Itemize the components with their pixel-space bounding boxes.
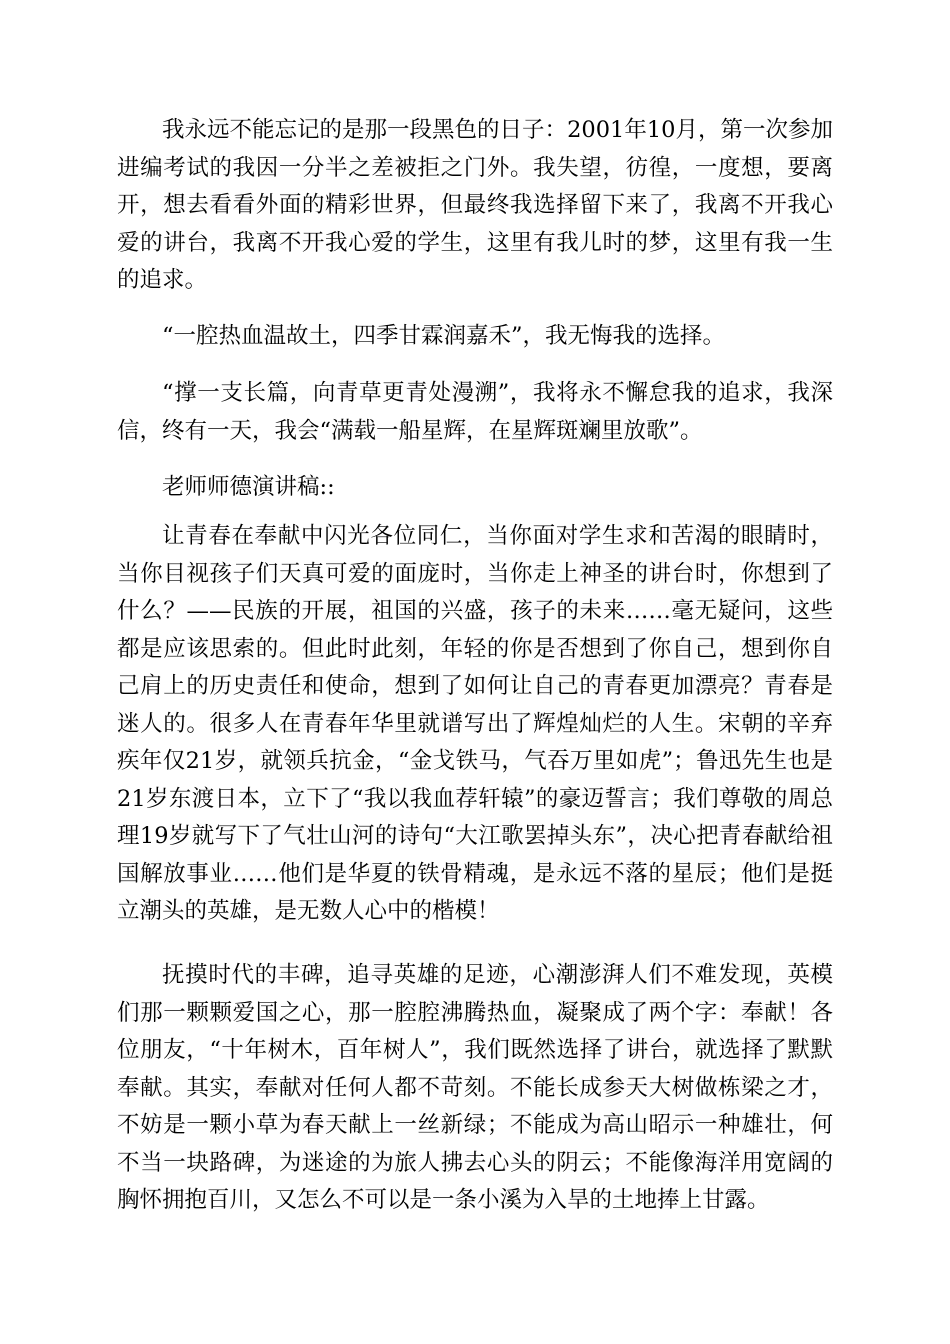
paragraph-quote-pursuit: “撑一支长篇，向青草更青处漫溯”，我将永不懈怠我的追求，我深信，终有一天，我会“满载一船星辉，在星辉斑斓里放歌”。 (117, 380, 833, 444)
paragraph-quote-choice: “一腔热血温故土，四季甘霖润嘉禾”，我无悔我的选择。 (162, 323, 726, 349)
paragraph-memory: 我永远不能忘记的是那一段黑色的日子：2001年10月，第一次参加进编考试的我因一分半之差被拒之门外。我失望，彷徨，一度想，要离开，想去看看外面的精彩世界，但最终我选择留下来了，我离不开我心爱的讲台，我离不开我心爱的学生，这里有我儿时的梦，这里有我一生的追求。 (117, 117, 833, 293)
paragraph-youth: 让青春在奉献中闪光各位同仁，当你面对学生求和苦渴的眼睛时，当你目视孩子们天真可爱的面庞时，当你走上神圣的讲台时，你想到了什么？——民族的开展，祖国的兴盛，孩子的未来……毫无疑问，这些都是应该思索的。但此时此刻，年轻的你是否想到了你自己，想到你自己肩上的历史责任和使命，想到了如何让自己的青春更加漂亮？青春是迷人的。很多人在青春年华里就谱写出了辉煌灿烂的人生。宋朝的辛弃疾年仅21岁，就领兵抗金，“金戈铁马，气吞万里如虎”；鲁迅先生也是21岁东渡日本，立下了“我以我血荐轩辕”的豪迈誓言；我们尊敬的周总理19岁就写下了气壮山河的诗句“大江歌罢掉头东”，决心把青春献给祖国解放事业……他们是华夏的铁骨精魂，是永远不落的星辰；他们是挺立潮头的英雄，是无数人心中的楷模！ (117, 523, 833, 924)
paragraph-dedication: 抚摸时代的丰碑，追寻英雄的足迹，心潮澎湃人们不难发现，英模们那一颗颗爱国之心，那一腔腔沸腾热血，凝聚成了两个字：奉献！各位朋友，“十年树木，百年树人”，我们既然选择了讲台，就选择了默默奉献。其实，奉献对任何人都不苛刻。不能长成参天大树做栋梁之才，不妨是一颗小草为春天献上一丝新绿；不能成为高山昭示一种雄壮，何不当一块路碑，为迷途的为旅人拂去心头的阴云；不能像海洋用宽阔的胸怀拥抱百川，又怎么不可以是一条小溪为入旱的土地捧上甘露。 (117, 962, 833, 1213)
section-heading: 老师师德演讲稿:: (162, 474, 335, 500)
